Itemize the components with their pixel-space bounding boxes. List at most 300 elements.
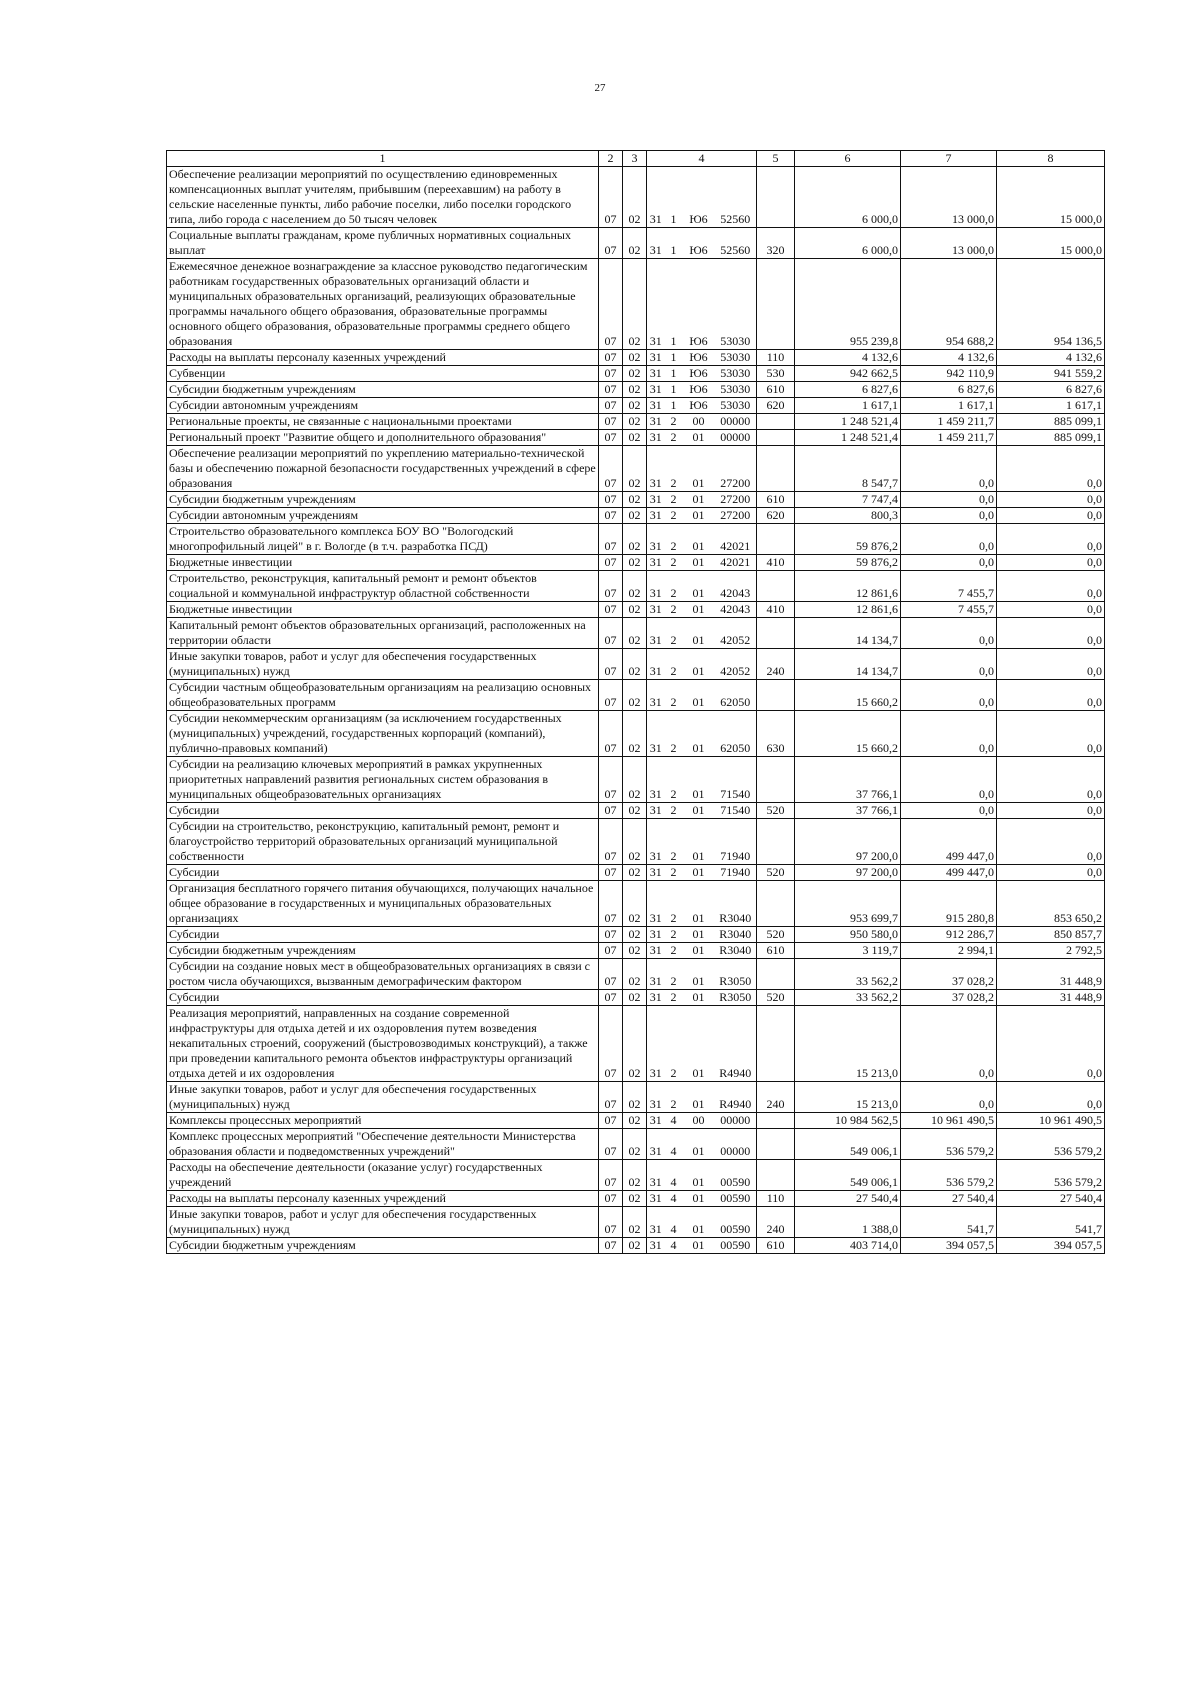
row-target-code-direction: 27200 xyxy=(715,492,757,508)
row-subsection: 02 xyxy=(623,943,647,959)
table-row xyxy=(167,757,1105,803)
table-row xyxy=(167,259,1105,350)
row-expense-type xyxy=(757,1006,795,1082)
row-amount-year-1: 1 388,0 xyxy=(795,1207,901,1238)
row-amount-year-1: 6 827,6 xyxy=(795,382,901,398)
row-subsection: 02 xyxy=(623,680,647,711)
row-target-code-program: 31 xyxy=(647,414,665,430)
row-target-code-program: 31 xyxy=(647,649,665,680)
row-target-code-project: 01 xyxy=(683,711,715,757)
table-row xyxy=(167,446,1105,492)
row-name: Бюджетные инвестиции xyxy=(167,602,599,618)
row-amount-year-2: 394 057,5 xyxy=(901,1238,997,1254)
row-target-code-type: 2 xyxy=(665,446,683,492)
table-row xyxy=(167,990,1105,1006)
row-amount-year-2: 0,0 xyxy=(901,555,997,571)
row-subsection: 02 xyxy=(623,228,647,259)
row-expense-type xyxy=(757,1160,795,1191)
row-target-code-type: 4 xyxy=(665,1238,683,1254)
row-subsection: 02 xyxy=(623,350,647,366)
row-expense-type xyxy=(757,571,795,602)
row-section: 07 xyxy=(599,1207,623,1238)
row-target-code-project: 01 xyxy=(683,571,715,602)
row-name: Реализация мероприятий, направленных на создание современной инфраструктуры для отдыха детей и их оздоровления путем возведения некапитальных строений, сооружений (быстровозводимых конструкций), а также при проведении капитального ремонта объектов инфраструктуры организаций отдыха детей и их оздоровления xyxy=(167,1006,599,1082)
table-row xyxy=(167,1006,1105,1082)
row-target-code-project: 01 xyxy=(683,943,715,959)
row-target-code-direction: R3050 xyxy=(715,990,757,1006)
row-subsection: 02 xyxy=(623,865,647,881)
row-target-code-project: 00 xyxy=(683,1113,715,1129)
row-target-code-type: 1 xyxy=(665,366,683,382)
row-amount-year-3: 15 000,0 xyxy=(997,167,1105,228)
row-target-code-direction: 00590 xyxy=(715,1238,757,1254)
row-target-code-direction: 71940 xyxy=(715,819,757,865)
row-target-code-direction: 52560 xyxy=(715,228,757,259)
row-section: 07 xyxy=(599,555,623,571)
row-subsection: 02 xyxy=(623,430,647,446)
row-section: 07 xyxy=(599,259,623,350)
row-section: 07 xyxy=(599,1129,623,1160)
row-target-code-type: 4 xyxy=(665,1160,683,1191)
row-name: Иные закупки товаров, работ и услуг для обеспечения государственных (муниципальных) нужд xyxy=(167,1207,599,1238)
row-amount-year-1: 33 562,2 xyxy=(795,990,901,1006)
row-subsection: 02 xyxy=(623,492,647,508)
row-name: Социальные выплаты гражданам, кроме публичных нормативных социальных выплат xyxy=(167,228,599,259)
row-expense-type xyxy=(757,959,795,990)
row-name: Расходы на обеспечение деятельности (оказание услуг) государственных учреждений xyxy=(167,1160,599,1191)
row-target-code-project: Ю6 xyxy=(683,259,715,350)
row-target-code-type: 1 xyxy=(665,228,683,259)
row-target-code-program: 31 xyxy=(647,881,665,927)
row-name: Субсидии автономным учреждениям xyxy=(167,398,599,414)
row-section: 07 xyxy=(599,1191,623,1207)
row-target-code-program: 31 xyxy=(647,259,665,350)
row-amount-year-1: 15 213,0 xyxy=(795,1006,901,1082)
table-row xyxy=(167,1160,1105,1191)
row-amount-year-3: 850 857,7 xyxy=(997,927,1105,943)
row-expense-type xyxy=(757,414,795,430)
row-amount-year-3: 0,0 xyxy=(997,1082,1105,1113)
row-expense-type: 520 xyxy=(757,865,795,881)
row-amount-year-3: 2 792,5 xyxy=(997,943,1105,959)
table-row xyxy=(167,228,1105,259)
row-expense-type xyxy=(757,819,795,865)
row-amount-year-2: 7 455,7 xyxy=(901,602,997,618)
row-amount-year-1: 549 006,1 xyxy=(795,1129,901,1160)
row-target-code-program: 31 xyxy=(647,711,665,757)
row-target-code-direction: 42052 xyxy=(715,649,757,680)
row-amount-year-1: 1 248 521,4 xyxy=(795,414,901,430)
row-subsection: 02 xyxy=(623,1191,647,1207)
row-target-code-type: 2 xyxy=(665,990,683,1006)
row-target-code-direction: 00590 xyxy=(715,1160,757,1191)
row-amount-year-2: 915 280,8 xyxy=(901,881,997,927)
row-section: 07 xyxy=(599,1160,623,1191)
row-subsection: 02 xyxy=(623,757,647,803)
table-row xyxy=(167,571,1105,602)
row-name: Субсидии автономным учреждениям xyxy=(167,508,599,524)
row-amount-year-3: 541,7 xyxy=(997,1207,1105,1238)
row-expense-type: 610 xyxy=(757,943,795,959)
row-subsection: 02 xyxy=(623,382,647,398)
row-amount-year-3: 0,0 xyxy=(997,1006,1105,1082)
row-amount-year-2: 0,0 xyxy=(901,680,997,711)
row-target-code-type: 2 xyxy=(665,414,683,430)
row-target-code-project: 01 xyxy=(683,649,715,680)
row-amount-year-3: 536 579,2 xyxy=(997,1160,1105,1191)
row-subsection: 02 xyxy=(623,1129,647,1160)
row-name: Субсидии xyxy=(167,803,599,819)
row-name: Субсидии бюджетным учреждениям xyxy=(167,382,599,398)
row-subsection: 02 xyxy=(623,711,647,757)
table-row xyxy=(167,555,1105,571)
row-amount-year-3: 4 132,6 xyxy=(997,350,1105,366)
row-target-code-project: 01 xyxy=(683,430,715,446)
row-expense-type: 410 xyxy=(757,602,795,618)
row-target-code-project: Ю6 xyxy=(683,350,715,366)
row-amount-year-1: 950 580,0 xyxy=(795,927,901,943)
row-amount-year-3: 0,0 xyxy=(997,803,1105,819)
row-target-code-direction: 53030 xyxy=(715,259,757,350)
row-section: 07 xyxy=(599,1006,623,1082)
row-amount-year-2: 1 459 211,7 xyxy=(901,414,997,430)
row-subsection: 02 xyxy=(623,819,647,865)
row-target-code-type: 2 xyxy=(665,524,683,555)
row-target-code-type: 2 xyxy=(665,508,683,524)
row-amount-year-2: 13 000,0 xyxy=(901,228,997,259)
row-expense-type xyxy=(757,1129,795,1160)
row-amount-year-1: 549 006,1 xyxy=(795,1160,901,1191)
row-target-code-type: 2 xyxy=(665,618,683,649)
row-amount-year-3: 0,0 xyxy=(997,602,1105,618)
row-target-code-program: 31 xyxy=(647,446,665,492)
row-target-code-type: 2 xyxy=(665,1082,683,1113)
row-expense-type: 620 xyxy=(757,398,795,414)
row-target-code-program: 31 xyxy=(647,350,665,366)
table-row xyxy=(167,1207,1105,1238)
row-name: Организация бесплатного горячего питания обучающихся, получающих начальное общее образование в государственных и муниципальных образовательных организациях xyxy=(167,881,599,927)
row-amount-year-2: 7 455,7 xyxy=(901,571,997,602)
row-section: 07 xyxy=(599,1113,623,1129)
row-amount-year-2: 0,0 xyxy=(901,524,997,555)
row-amount-year-2: 0,0 xyxy=(901,492,997,508)
row-name: Субвенции xyxy=(167,366,599,382)
row-target-code-project: 01 xyxy=(683,524,715,555)
row-expense-type: 610 xyxy=(757,382,795,398)
row-name: Субсидии частным общеобразовательным организациям на реализацию основных общеобразовательных программ xyxy=(167,680,599,711)
row-name: Расходы на выплаты персоналу казенных учреждений xyxy=(167,1191,599,1207)
row-name: Субсидии некоммерческим организациям (за исключением государственных (муниципальных) учреждений, государственных корпораций (компаний), публично-правовых компаний) xyxy=(167,711,599,757)
row-target-code-project: 01 xyxy=(683,602,715,618)
table-row xyxy=(167,492,1105,508)
row-target-code-direction: R3050 xyxy=(715,959,757,990)
row-subsection: 02 xyxy=(623,990,647,1006)
row-target-code-project: 01 xyxy=(683,959,715,990)
row-target-code-type: 1 xyxy=(665,167,683,228)
row-expense-type: 240 xyxy=(757,649,795,680)
row-target-code-project: 01 xyxy=(683,1129,715,1160)
row-amount-year-1: 37 766,1 xyxy=(795,757,901,803)
row-expense-type: 110 xyxy=(757,1191,795,1207)
row-target-code-project: 01 xyxy=(683,819,715,865)
row-section: 07 xyxy=(599,167,623,228)
row-amount-year-1: 1 617,1 xyxy=(795,398,901,414)
row-name: Субсидии на реализацию ключевых мероприятий в рамках укрупненных приоритетных направлений развития региональных систем образования в муниципальных общеобразовательных организациях xyxy=(167,757,599,803)
row-section: 07 xyxy=(599,398,623,414)
row-target-code-program: 31 xyxy=(647,1160,665,1191)
row-amount-year-1: 59 876,2 xyxy=(795,555,901,571)
row-section: 07 xyxy=(599,446,623,492)
row-target-code-project: 01 xyxy=(683,1238,715,1254)
row-expense-type: 410 xyxy=(757,555,795,571)
row-target-code-type: 2 xyxy=(665,881,683,927)
row-amount-year-3: 0,0 xyxy=(997,618,1105,649)
header-col-4: 4 xyxy=(647,151,757,167)
row-amount-year-1: 953 699,7 xyxy=(795,881,901,927)
table-body xyxy=(167,167,1105,1254)
row-amount-year-3: 0,0 xyxy=(997,446,1105,492)
row-target-code-project: 01 xyxy=(683,492,715,508)
row-target-code-direction: R3040 xyxy=(715,927,757,943)
table-row xyxy=(167,959,1105,990)
row-target-code-direction: 42043 xyxy=(715,602,757,618)
row-section: 07 xyxy=(599,757,623,803)
row-target-code-type: 2 xyxy=(665,1006,683,1082)
row-target-code-type: 4 xyxy=(665,1113,683,1129)
row-target-code-program: 31 xyxy=(647,524,665,555)
row-section: 07 xyxy=(599,680,623,711)
table-row xyxy=(167,350,1105,366)
row-target-code-type: 1 xyxy=(665,350,683,366)
row-amount-year-2: 0,0 xyxy=(901,803,997,819)
row-section: 07 xyxy=(599,508,623,524)
row-amount-year-3: 0,0 xyxy=(997,649,1105,680)
table-row xyxy=(167,881,1105,927)
table-row xyxy=(167,1238,1105,1254)
row-target-code-program: 31 xyxy=(647,943,665,959)
row-target-code-project: 01 xyxy=(683,990,715,1006)
row-subsection: 02 xyxy=(623,803,647,819)
row-subsection: 02 xyxy=(623,618,647,649)
row-amount-year-3: 394 057,5 xyxy=(997,1238,1105,1254)
row-section: 07 xyxy=(599,366,623,382)
table-row xyxy=(167,602,1105,618)
header-col-8: 8 xyxy=(997,151,1105,167)
row-target-code-direction: 42052 xyxy=(715,618,757,649)
row-amount-year-2: 37 028,2 xyxy=(901,990,997,1006)
row-subsection: 02 xyxy=(623,927,647,943)
row-amount-year-2: 912 286,7 xyxy=(901,927,997,943)
row-amount-year-3: 885 099,1 xyxy=(997,430,1105,446)
row-target-code-type: 2 xyxy=(665,819,683,865)
row-amount-year-1: 10 984 562,5 xyxy=(795,1113,901,1129)
row-amount-year-1: 6 000,0 xyxy=(795,228,901,259)
row-amount-year-1: 97 200,0 xyxy=(795,865,901,881)
row-section: 07 xyxy=(599,881,623,927)
row-section: 07 xyxy=(599,618,623,649)
row-target-code-project: 01 xyxy=(683,881,715,927)
table-row xyxy=(167,943,1105,959)
row-amount-year-2: 499 447,0 xyxy=(901,819,997,865)
row-target-code-project: 01 xyxy=(683,508,715,524)
row-name: Капитальный ремонт объектов образовательных организаций, расположенных на территории области xyxy=(167,618,599,649)
row-section: 07 xyxy=(599,711,623,757)
row-target-code-direction: 42021 xyxy=(715,524,757,555)
row-section: 07 xyxy=(599,819,623,865)
row-expense-type: 240 xyxy=(757,1207,795,1238)
row-amount-year-2: 4 132,6 xyxy=(901,350,997,366)
row-amount-year-3: 0,0 xyxy=(997,757,1105,803)
row-target-code-direction: 27200 xyxy=(715,508,757,524)
row-amount-year-3: 31 448,9 xyxy=(997,959,1105,990)
row-name: Субсидии бюджетным учреждениям xyxy=(167,492,599,508)
row-subsection: 02 xyxy=(623,1113,647,1129)
row-target-code-program: 31 xyxy=(647,228,665,259)
row-subsection: 02 xyxy=(623,167,647,228)
row-target-code-type: 4 xyxy=(665,1207,683,1238)
row-target-code-direction: 53030 xyxy=(715,398,757,414)
row-target-code-type: 2 xyxy=(665,927,683,943)
row-subsection: 02 xyxy=(623,508,647,524)
table-row xyxy=(167,366,1105,382)
row-amount-year-2: 1 617,1 xyxy=(901,398,997,414)
row-expense-type xyxy=(757,1113,795,1129)
row-target-code-program: 31 xyxy=(647,555,665,571)
row-section: 07 xyxy=(599,803,623,819)
row-target-code-direction: R3040 xyxy=(715,943,757,959)
row-amount-year-1: 4 132,6 xyxy=(795,350,901,366)
row-section: 07 xyxy=(599,990,623,1006)
row-amount-year-1: 942 662,5 xyxy=(795,366,901,382)
row-target-code-project: 01 xyxy=(683,803,715,819)
row-subsection: 02 xyxy=(623,555,647,571)
row-name: Строительство образовательного комплекса БОУ ВО "Вологодский многопрофильный лицей" в г. Вологде (в т.ч. разработка ПСД) xyxy=(167,524,599,555)
row-name: Строительство, реконструкция, капитальный ремонт и ремонт объектов социальной и коммунальной инфраструктур областной собственности xyxy=(167,571,599,602)
row-target-code-direction: 00000 xyxy=(715,430,757,446)
table-row xyxy=(167,618,1105,649)
row-name: Субсидии бюджетным учреждениям xyxy=(167,1238,599,1254)
row-target-code-direction: 00000 xyxy=(715,1129,757,1160)
row-target-code-type: 2 xyxy=(665,757,683,803)
table-row xyxy=(167,680,1105,711)
table-row xyxy=(167,1129,1105,1160)
row-expense-type: 520 xyxy=(757,927,795,943)
row-target-code-direction: 53030 xyxy=(715,382,757,398)
row-expense-type: 320 xyxy=(757,228,795,259)
row-name: Иные закупки товаров, работ и услуг для обеспечения государственных (муниципальных) нужд xyxy=(167,649,599,680)
table-row xyxy=(167,382,1105,398)
row-amount-year-2: 1 459 211,7 xyxy=(901,430,997,446)
row-amount-year-2: 0,0 xyxy=(901,508,997,524)
row-amount-year-1: 33 562,2 xyxy=(795,959,901,990)
row-name: Субсидии бюджетным учреждениям xyxy=(167,943,599,959)
row-section: 07 xyxy=(599,382,623,398)
row-amount-year-3: 0,0 xyxy=(997,555,1105,571)
row-amount-year-3: 0,0 xyxy=(997,680,1105,711)
budget-table xyxy=(166,150,1105,1254)
header-col-1: 1 xyxy=(167,151,599,167)
row-target-code-direction: 53030 xyxy=(715,350,757,366)
row-expense-type: 520 xyxy=(757,803,795,819)
row-target-code-program: 31 xyxy=(647,382,665,398)
row-subsection: 02 xyxy=(623,1238,647,1254)
row-section: 07 xyxy=(599,524,623,555)
row-subsection: 02 xyxy=(623,649,647,680)
row-subsection: 02 xyxy=(623,1082,647,1113)
row-name: Бюджетные инвестиции xyxy=(167,555,599,571)
row-target-code-type: 2 xyxy=(665,649,683,680)
row-subsection: 02 xyxy=(623,1160,647,1191)
row-amount-year-3: 853 650,2 xyxy=(997,881,1105,927)
row-target-code-direction: 00000 xyxy=(715,1113,757,1129)
row-target-code-type: 2 xyxy=(665,959,683,990)
row-name: Комплекс процессных мероприятий "Обеспечение деятельности Министерства образования области и подведомственных учреждений" xyxy=(167,1129,599,1160)
row-section: 07 xyxy=(599,1238,623,1254)
row-target-code-type: 2 xyxy=(665,943,683,959)
row-target-code-project: 01 xyxy=(683,757,715,803)
header-col-5: 5 xyxy=(757,151,795,167)
table-row xyxy=(167,927,1105,943)
row-expense-type xyxy=(757,618,795,649)
row-subsection: 02 xyxy=(623,524,647,555)
row-target-code-type: 2 xyxy=(665,492,683,508)
row-target-code-program: 31 xyxy=(647,492,665,508)
row-expense-type xyxy=(757,259,795,350)
row-amount-year-2: 0,0 xyxy=(901,618,997,649)
row-target-code-direction: 62050 xyxy=(715,680,757,711)
row-target-code-direction: 00590 xyxy=(715,1207,757,1238)
row-target-code-project: 01 xyxy=(683,1191,715,1207)
row-expense-type: 610 xyxy=(757,1238,795,1254)
row-amount-year-2: 37 028,2 xyxy=(901,959,997,990)
row-name: Субсидии xyxy=(167,927,599,943)
row-target-code-program: 31 xyxy=(647,167,665,228)
row-target-code-type: 2 xyxy=(665,803,683,819)
row-expense-type xyxy=(757,881,795,927)
row-target-code-program: 31 xyxy=(647,680,665,711)
row-section: 07 xyxy=(599,350,623,366)
table-row xyxy=(167,1082,1105,1113)
row-amount-year-3: 0,0 xyxy=(997,571,1105,602)
row-target-code-program: 31 xyxy=(647,571,665,602)
row-subsection: 02 xyxy=(623,959,647,990)
row-section: 07 xyxy=(599,927,623,943)
table-row xyxy=(167,649,1105,680)
header-row xyxy=(167,151,1105,167)
row-expense-type xyxy=(757,167,795,228)
page-number: 27 xyxy=(594,82,606,94)
row-amount-year-1: 3 119,7 xyxy=(795,943,901,959)
row-target-code-direction: 52560 xyxy=(715,167,757,228)
row-amount-year-2: 0,0 xyxy=(901,446,997,492)
row-amount-year-2: 541,7 xyxy=(901,1207,997,1238)
row-target-code-type: 2 xyxy=(665,430,683,446)
row-amount-year-3: 0,0 xyxy=(997,492,1105,508)
row-amount-year-3: 1 617,1 xyxy=(997,398,1105,414)
row-target-code-project: Ю6 xyxy=(683,398,715,414)
row-target-code-project: Ю6 xyxy=(683,382,715,398)
row-expense-type: 530 xyxy=(757,366,795,382)
row-amount-year-1: 1 248 521,4 xyxy=(795,430,901,446)
row-target-code-project: 01 xyxy=(683,1006,715,1082)
row-target-code-type: 1 xyxy=(665,259,683,350)
row-amount-year-2: 0,0 xyxy=(901,1006,997,1082)
row-subsection: 02 xyxy=(623,414,647,430)
row-target-code-project: 00 xyxy=(683,414,715,430)
row-amount-year-1: 59 876,2 xyxy=(795,524,901,555)
row-target-code-project: 01 xyxy=(683,1160,715,1191)
row-target-code-type: 2 xyxy=(665,602,683,618)
